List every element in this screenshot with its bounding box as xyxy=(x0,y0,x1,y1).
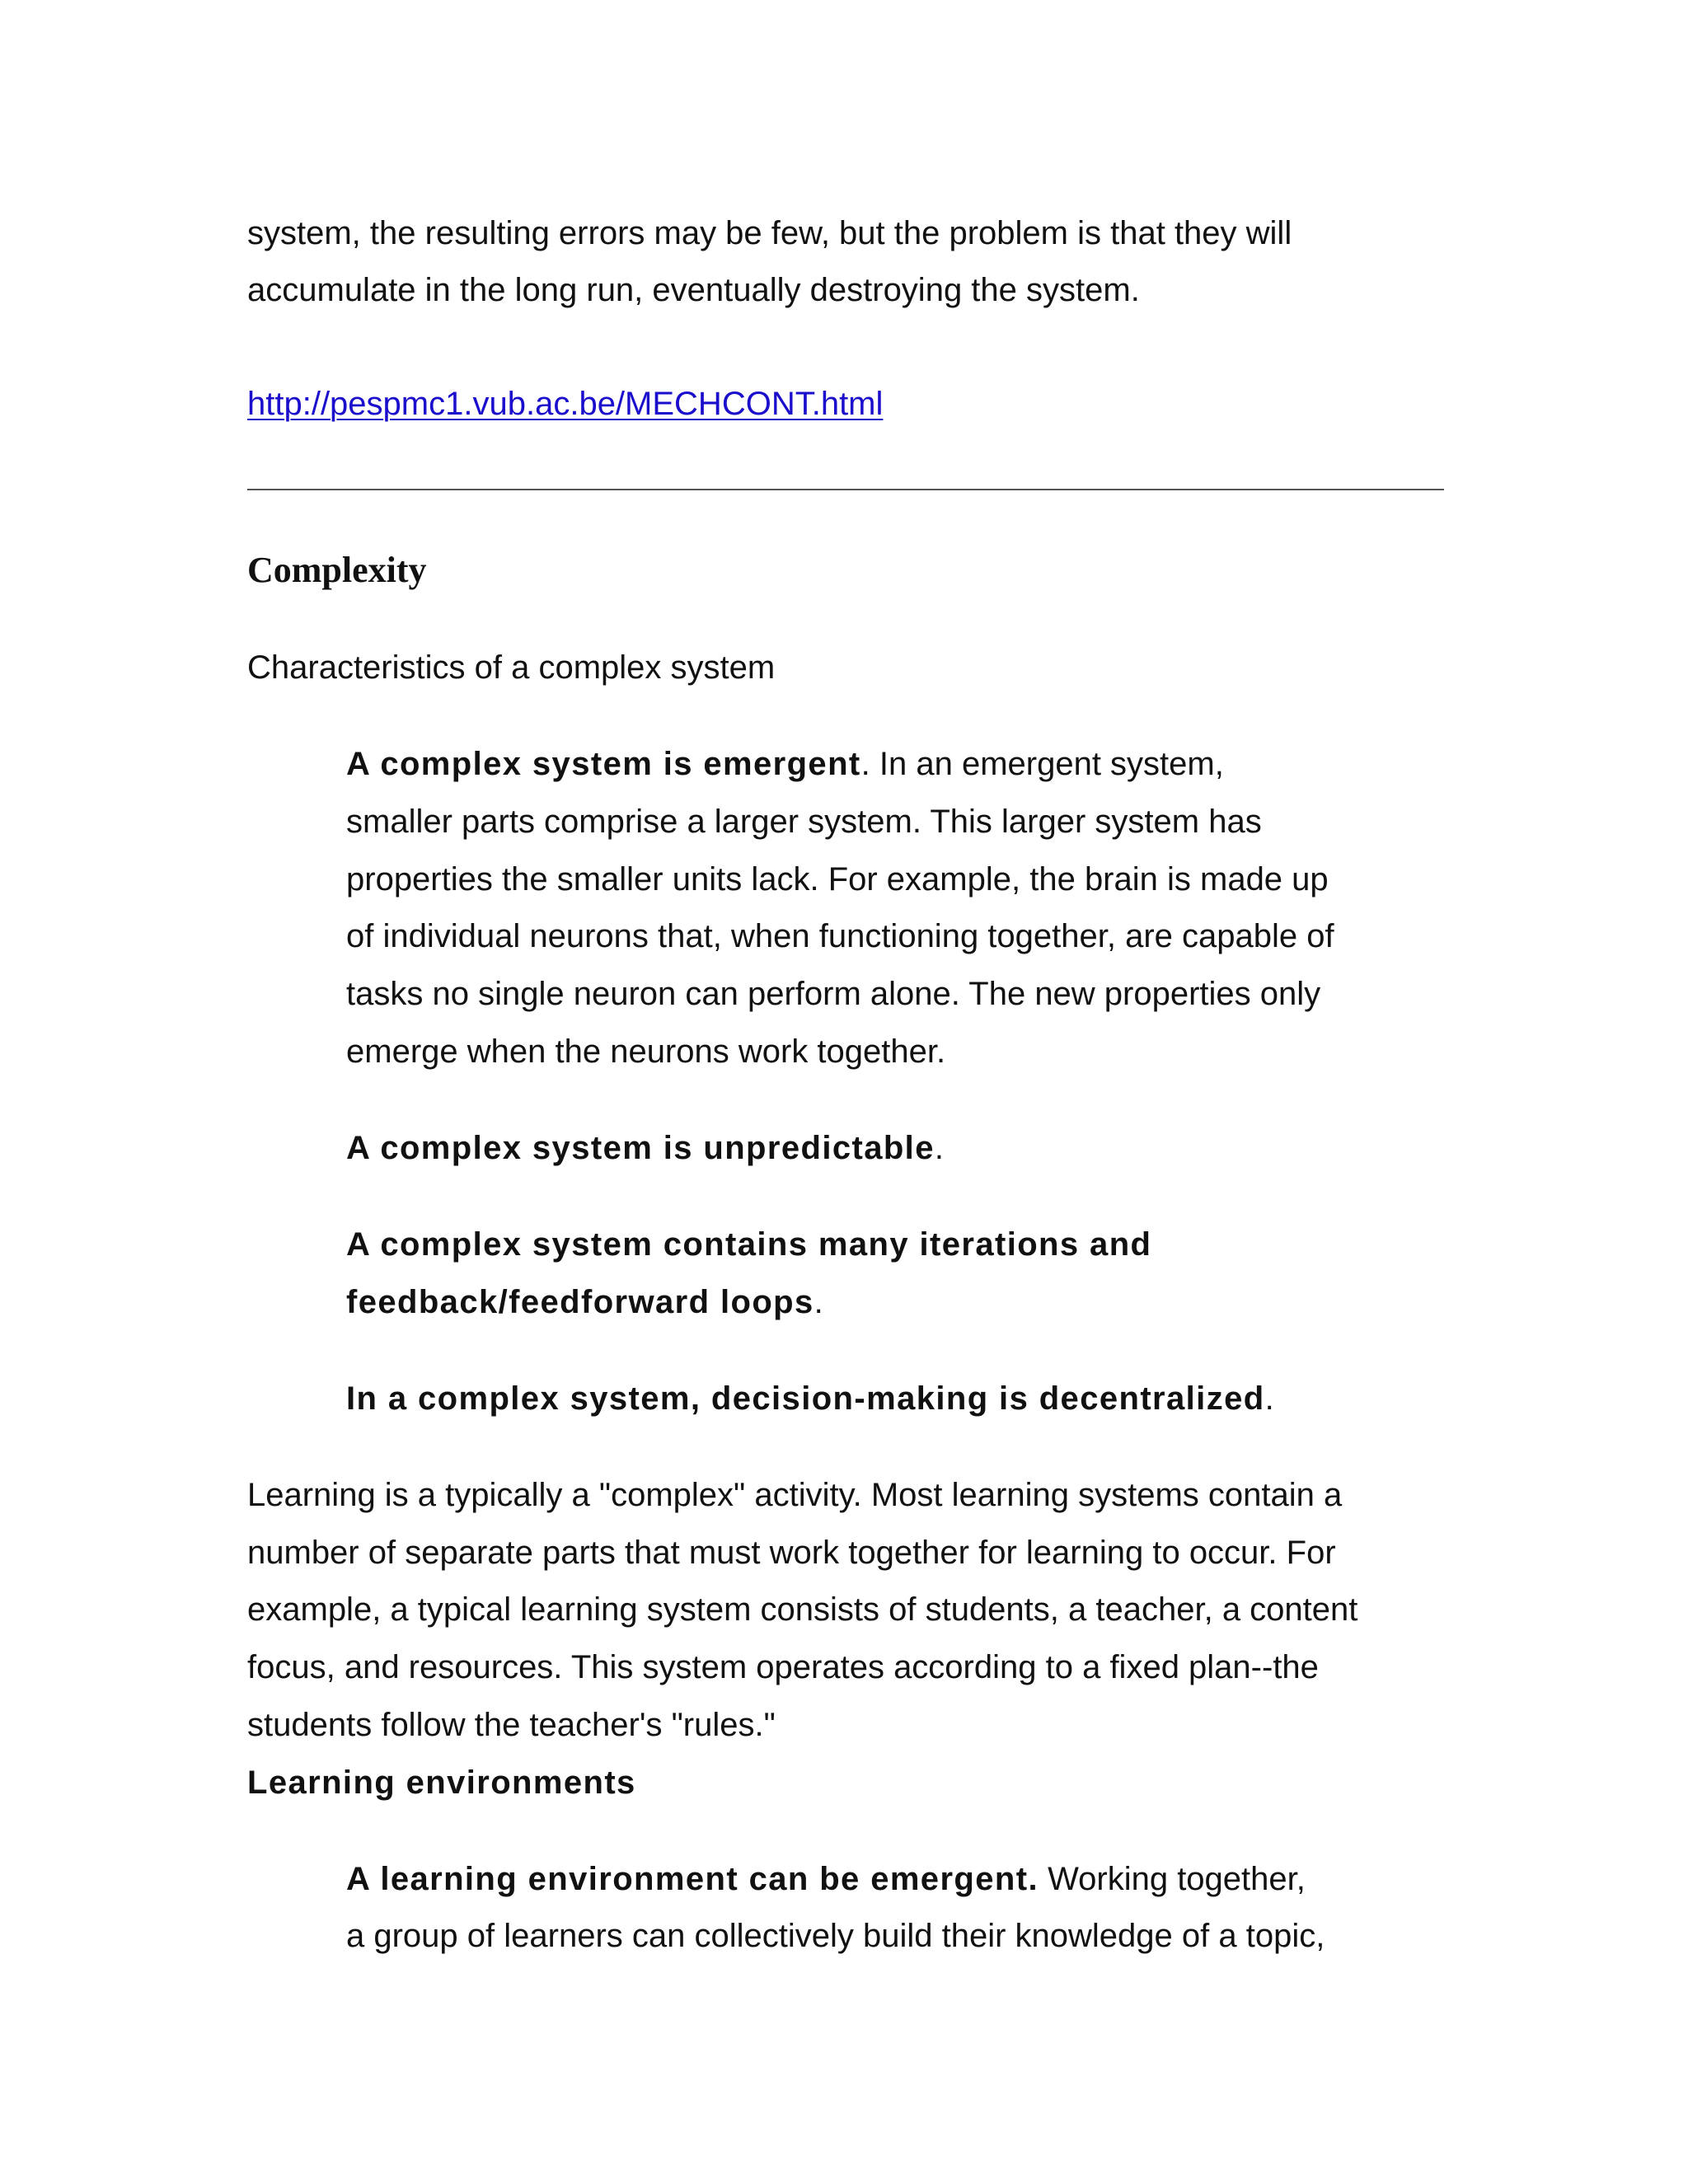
section-title: Complexity xyxy=(247,550,427,590)
characteristic-1-line-4: of individual neurons that, when functioning together, are capable of xyxy=(346,918,1334,954)
characteristic-3-line-1: A complex system contains many iterations and xyxy=(346,1226,1152,1263)
learning-paragraph-line-2: number of separate parts that must work together for learning to occur. For xyxy=(247,1535,1336,1571)
characteristic-4-tail: . xyxy=(1264,1380,1274,1417)
characteristic-2-title: A complex system is unpredictable xyxy=(346,1130,935,1166)
reference-link-line xyxy=(247,375,883,433)
characteristic-1-line-3: properties the smaller units lack. For example, the brain is made up xyxy=(346,861,1329,898)
characteristic-1-text: . In an emergent system, xyxy=(860,746,1224,782)
characteristic-1-line-2: smaller parts comprise a larger system. This larger system has xyxy=(346,804,1262,840)
learning-paragraph-line-5: students follow the teacher's "rules." xyxy=(247,1707,776,1743)
characteristic-1-line-5: tasks no single neuron can perform alone. The new properties only xyxy=(346,976,1321,1012)
characteristic-4 xyxy=(346,1370,1274,1427)
characteristic-3-line-2 xyxy=(346,1273,823,1331)
characteristic-1-line-6: emerge when the neurons work together. xyxy=(346,1033,946,1070)
characteristic-3-title-end: feedback/feedforward loops xyxy=(346,1284,814,1320)
learning-paragraph-line-1: Learning is a typically a "complex" activity. Most learning systems contain a xyxy=(247,1477,1343,1513)
learning-paragraph-line-3: example, a typical learning system consists of students, a teacher, a content xyxy=(247,1591,1358,1628)
characteristic-2-tail: . xyxy=(934,1130,944,1166)
characteristic-1-line-1 xyxy=(346,735,1224,793)
environment-1-title: A learning environment can be emergent. xyxy=(346,1861,1039,1897)
section-subtitle: Characteristics of a complex system xyxy=(247,649,776,686)
intro-line-2: accumulate in the long run, eventually destroying the system. xyxy=(247,272,1140,308)
environment-1-line-2: a group of learners can collectively build their knowledge of a topic, xyxy=(346,1918,1325,1954)
reference-link[interactable]: http://pespmc1.vub.ac.be/MECHCONT.html xyxy=(247,386,884,422)
intro-line-1: system, the resulting errors may be few, but the problem is that they will xyxy=(247,215,1292,251)
characteristic-3-tail: . xyxy=(814,1284,823,1320)
environment-1-text: Working together, xyxy=(1038,1861,1306,1897)
horizontal-rule xyxy=(247,489,1444,490)
characteristic-4-title: In a complex system, decision-making is decentralized xyxy=(346,1380,1265,1417)
characteristic-1-title: A complex system is emergent xyxy=(346,746,861,782)
characteristic-2 xyxy=(346,1119,944,1177)
learning-heading: Learning environments xyxy=(247,1765,636,1801)
environment-1-line-1 xyxy=(346,1850,1306,1908)
learning-paragraph-line-4: focus, and resources. This system operates according to a fixed plan--the xyxy=(247,1649,1319,1685)
